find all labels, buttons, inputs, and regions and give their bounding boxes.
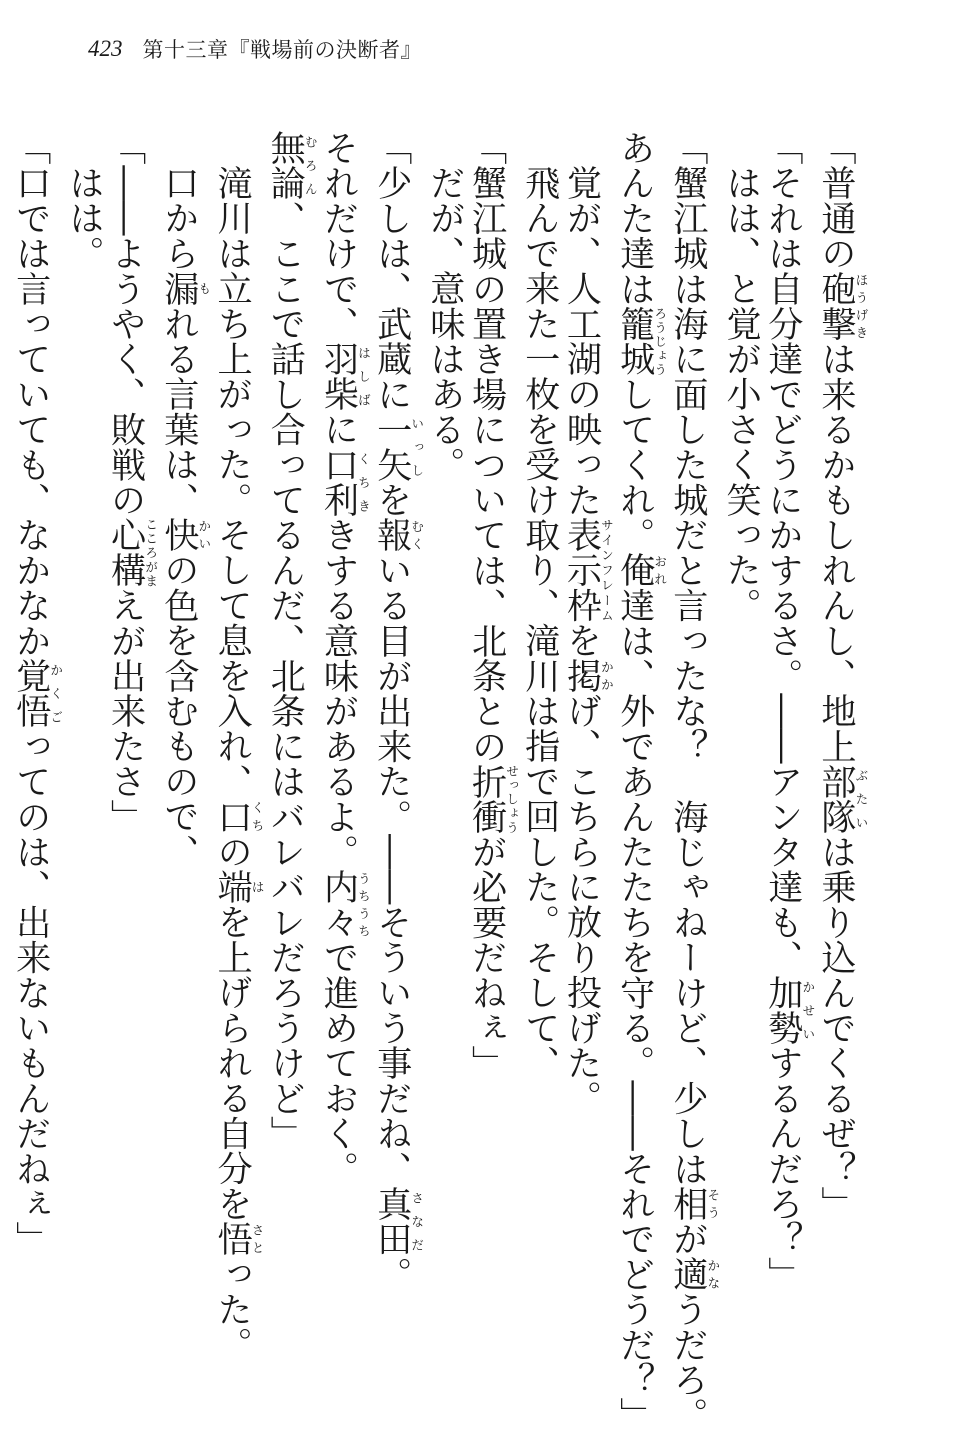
ruby-annotation [211, 798, 265, 834]
text-segment: の [211, 834, 253, 870]
ruby-annotation [264, 130, 318, 201]
text-segment: 「口では言っていても、なかなか [10, 130, 52, 658]
ruby-reading: かくご [48, 658, 64, 729]
ruby-annotation [158, 517, 212, 553]
ruby-reading: は [249, 869, 265, 905]
text-segment: それだけで、 [317, 130, 359, 342]
ruby-base: 覚悟 [10, 658, 52, 729]
ruby-base: 相 [667, 1186, 709, 1222]
text-segment: を上げられる自分を [211, 904, 253, 1222]
ruby-base: 加勢 [762, 974, 804, 1046]
text-line [63, 130, 105, 1325]
ruby-reading: かせい [800, 974, 816, 1046]
text-segment: 「少しは、武蔵に [371, 130, 413, 412]
text-segment: 口から [158, 165, 200, 271]
text-segment: は来るかもしれんし、地上 [815, 341, 857, 764]
ruby-reading: くちき [355, 446, 371, 518]
text-segment: はは。 [63, 165, 105, 271]
text-segment: 「それは自分達でどうにかするさ。――アンタ達も、 [762, 130, 804, 975]
ruby-annotation [667, 1186, 721, 1222]
ruby-reading: そう [705, 1186, 721, 1222]
ruby-reading: いっし [409, 411, 425, 482]
ruby-reading: かな [705, 1256, 721, 1292]
chapter-title: 第十三章『戦場前の決断者』 [142, 38, 422, 62]
ruby-base: 羽柴 [317, 341, 359, 412]
ruby-annotation [614, 552, 668, 588]
text-line [211, 130, 265, 1363]
ruby-annotation [667, 1256, 721, 1292]
ruby-base: 表示枠 [560, 517, 602, 623]
ruby-annotation [317, 341, 371, 412]
text-segment: うだろ。 [667, 1291, 709, 1432]
text-segment: 「蟹江城の置き場については、北条との [466, 130, 508, 764]
text-segment: は乗り込んでくるぜ？」 [815, 834, 857, 1222]
ruby-base: 漏 [158, 270, 200, 306]
ruby-base: 一矢 [371, 411, 413, 483]
text-line [424, 130, 466, 1325]
ruby-annotation [371, 517, 425, 553]
text-segment: った。 [211, 1256, 253, 1363]
text-segment: が [667, 1221, 709, 1257]
text-segment: 滝川は立ち上がった。そして息を入れ、 [211, 165, 253, 799]
ruby-reading: ろうじょう [652, 306, 668, 377]
text-segment: 達は、外であんたたちを守る。――それでどうだ？」 [614, 587, 656, 1432]
text-segment: してくれ。 [614, 376, 656, 553]
ruby-base: 部隊 [815, 763, 857, 835]
text-segment: いる目が出来た。――そういう事だね、 [371, 552, 413, 1186]
ruby-annotation [614, 306, 668, 377]
ruby-annotation [371, 411, 425, 483]
ruby-annotation [317, 869, 371, 940]
ruby-reading: むろん [302, 130, 318, 201]
ruby-annotation [466, 763, 520, 835]
ruby-reading: はしば [355, 341, 371, 412]
ruby-reading: さと [249, 1221, 265, 1257]
ruby-annotation [10, 658, 64, 729]
text-segment: で進めておく。 [317, 939, 359, 1187]
text-line [465, 130, 518, 1290]
text-line [762, 130, 815, 1290]
text-segment: はは、と覚が小さく笑った。 [720, 165, 762, 623]
ruby-annotation [371, 1186, 425, 1257]
text-segment: えが出来たさ」 [105, 587, 147, 834]
text-segment: するんだろ？」 [762, 1045, 804, 1292]
ruby-base: 掲 [560, 658, 602, 694]
text-segment: 覚が、人工湖の映った [560, 165, 602, 518]
text-segment: きする意味があるよ。 [317, 517, 359, 870]
text-line [815, 130, 868, 1290]
text-line [560, 130, 613, 1325]
ruby-base: 端 [211, 869, 253, 905]
ruby-reading: ぶたい [853, 763, 869, 835]
text-line [613, 130, 668, 1432]
text-line [104, 130, 157, 1290]
text-segment: を [560, 622, 602, 658]
ruby-base: 真田 [371, 1186, 413, 1257]
ruby-annotation [158, 270, 212, 306]
ruby-annotation [815, 270, 869, 342]
text-segment: 、ここで話し合ってるんだ、北条にはバレバレだろうけど」 [264, 200, 306, 1151]
ruby-reading: むく [409, 517, 425, 553]
ruby-reading: かい [196, 517, 212, 553]
ruby-annotation [560, 517, 614, 623]
text-segment: れる言葉は、 [158, 306, 200, 518]
ruby-base: 籠城 [614, 306, 656, 377]
running-head [88, 32, 422, 66]
ruby-base: 報 [371, 517, 413, 553]
ruby-reading: くち [249, 798, 265, 834]
text-line [370, 130, 423, 1290]
text-line [519, 130, 561, 1325]
ruby-base: 内々 [317, 869, 359, 940]
text-segment: あんた達は [614, 130, 656, 306]
ruby-reading: かか [598, 658, 614, 694]
text-segment: 「――ようやく、敗戦の [105, 130, 147, 518]
page-number: 423 [88, 36, 123, 61]
ruby-base: 適 [667, 1256, 709, 1292]
ruby-reading: せっしょう [504, 763, 520, 835]
text-segment: 飛んで来た一枚を受け取り、滝川は指で回した。そして、 [519, 165, 561, 1081]
text-segment: の色を含むもので、 [158, 552, 200, 870]
ruby-base: 心構 [105, 517, 147, 588]
text-line [720, 130, 762, 1325]
ruby-reading: こころがま [143, 517, 159, 588]
ruby-base: 砲撃 [815, 270, 857, 342]
text-line [10, 130, 63, 1290]
ruby-annotation [105, 517, 159, 588]
ruby-base: 折衝 [466, 763, 508, 835]
text-segment: だが、意味はある。 [424, 165, 466, 482]
text-segment: 「普通の [815, 130, 857, 271]
text-segment: 「蟹江城は海に面した城だと言ったな？ 海じゃねーけど、少しは [667, 130, 709, 1186]
ruby-base: 俺 [614, 552, 656, 588]
ruby-annotation [211, 869, 265, 905]
ruby-base: 無論 [264, 130, 306, 201]
ruby-annotation [211, 1221, 265, 1257]
ruby-annotation [762, 974, 816, 1046]
ruby-reading: サインフレーム [598, 517, 614, 623]
ruby-reading: おれ [652, 552, 668, 588]
ruby-reading: ほうげき [853, 270, 869, 342]
text-line [667, 130, 721, 1432]
text-segment: ってのは、出来ないもんだねぇ」 [10, 728, 52, 1257]
ruby-annotation [815, 763, 869, 835]
ruby-annotation [317, 446, 371, 518]
text-line [264, 130, 317, 1290]
text-segment: 。 [371, 1256, 413, 1292]
text-segment: げ、こちらに放り投げた。 [560, 693, 602, 1116]
text-line [317, 130, 370, 1290]
ruby-base: 快 [158, 517, 200, 553]
ruby-base: 悟 [211, 1221, 253, 1257]
vertical-body-text [10, 130, 869, 1432]
ruby-reading: うちうち [355, 869, 371, 940]
ruby-base: 口利 [317, 446, 359, 518]
ruby-reading: さなだ [409, 1186, 425, 1257]
text-segment: に [317, 411, 359, 447]
text-line [158, 130, 211, 1325]
text-segment: が必要だねぇ」 [466, 834, 508, 1081]
ruby-annotation [560, 658, 614, 694]
text-segment: を [371, 482, 413, 518]
ruby-base: 口 [211, 798, 253, 834]
ruby-reading: も [196, 270, 212, 306]
